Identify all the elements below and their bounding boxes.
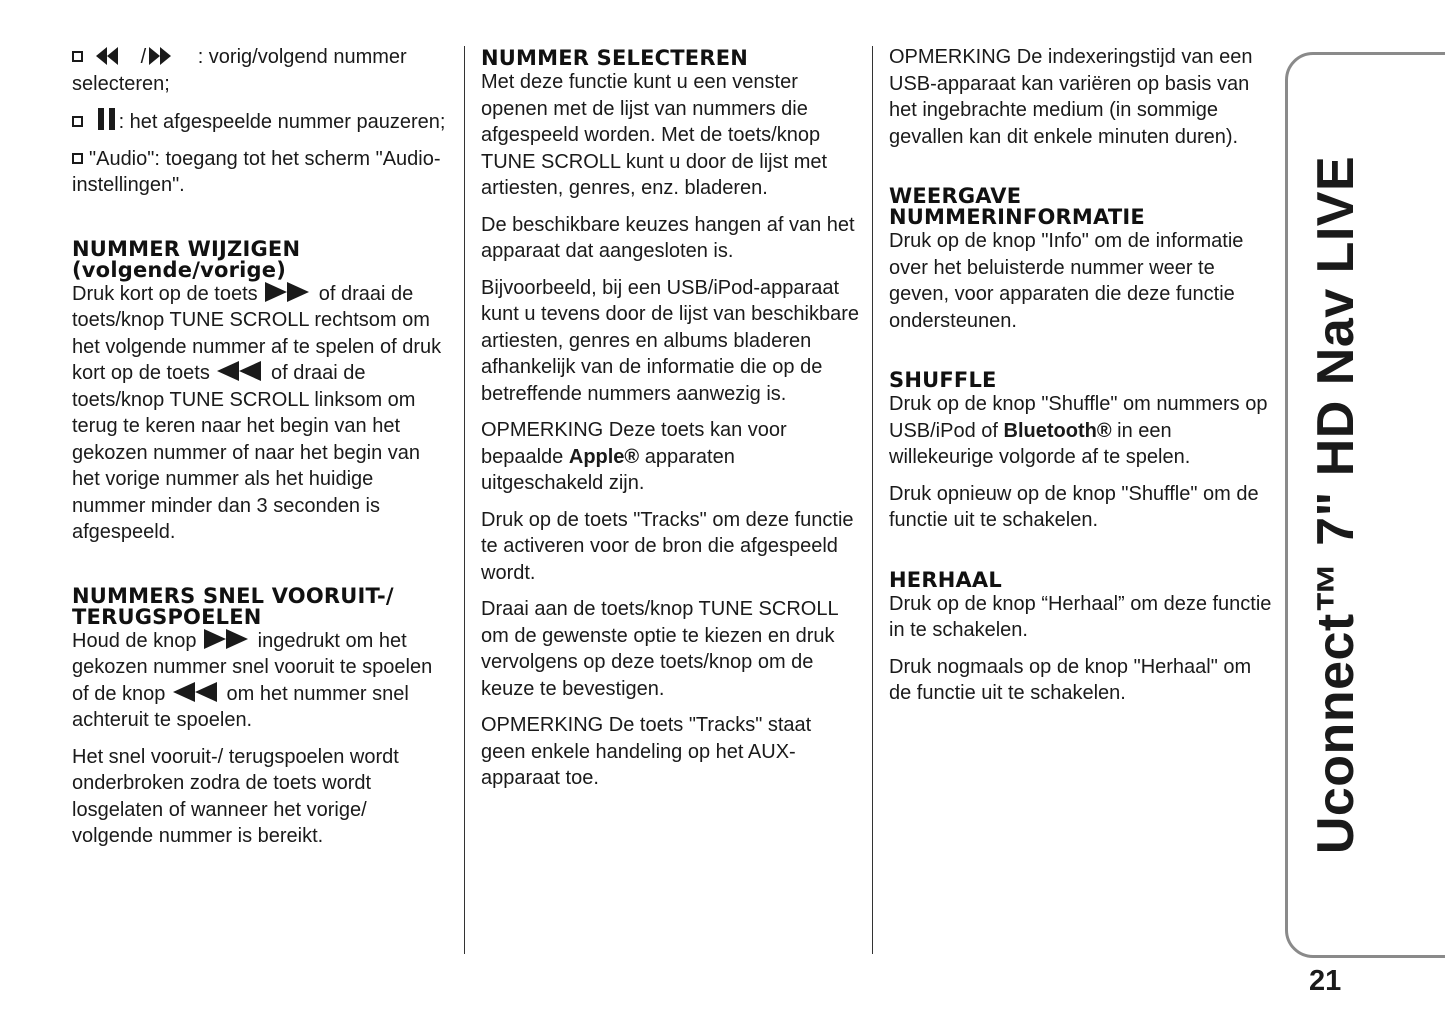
section-heading: NUMMER WIJZIGEN (volgende/vorige) [72,236,301,282]
checkbox-bullet-icon [72,153,83,164]
column-1 [72,44,450,860]
paragraph: OPMERKING De indexeringstijd van een USB-apparaat kan variëren op basis van het ingebrachte medium (in sommige gevallen kan dit enkele minuten duren). [889,46,1253,148]
paragraph: Druk opnieuw op de knop "Shuffle" om de functie uit te schakelen. [889,482,1259,531]
paragraph: Houd de knop ingedrukt om het gekozen nummer snel vooruit te spoelen of de knop om het nummer snel achteruit te spoelen. [72,629,433,731]
paragraph: Bijvoorbeeld, bij een USB/iPod-apparaat kunt u tevens door de lijst van beschikbare artiesten, genres en albums bladeren afhankelijk van de informatie die op de betreffende nummers aanwezig is. [481,276,859,405]
page-number: 21 [1309,965,1342,997]
previous-track-icon [171,681,221,703]
brand-bluetooth: Bluetooth® [1003,419,1112,442]
paragraph: Draai aan de toets/knop TUNE SCROLL om de gewenste optie te kiezen en druk vervolgens op deze toets/knop om de keuze te bevestigen. [481,598,838,700]
previous-track-icon [215,360,265,382]
chapter-title: Uconnect™ 7" HD Nav LIVE [1307,155,1365,855]
separator: / [140,46,147,68]
paragraph: Druk op de knop "Shuffle" om nummers op USB/iPod of Bluetooth® in een willekeurige volgorde af te spelen. [889,393,1268,468]
section-heading: NUMMER SELECTEREN [481,46,749,70]
section-heading: SHUFFLE [889,368,997,392]
section-heading: NUMMERS SNEL VOORUIT-/ TERUGSPOELEN [72,583,394,629]
next-track-icon [202,628,252,650]
bullet-text: : het afgespeelde nummer pauzeren; [118,111,446,133]
paragraph: Druk op de knop "Info" om de informatie over het beluisterde nummer weer te geven, voor apparaten die deze functie ondersteunen. [889,230,1244,332]
paragraph: De beschikbare keuzes hangen af van het apparaat dat aangesloten is. [481,213,855,262]
bullet-text: "Audio": toegang tot het scherm "Audio-instellingen". [72,147,441,196]
bullet-prev-next [72,44,450,97]
column-divider [872,46,873,954]
paragraph: Druk nogmaals op de knop "Herhaal" om de functie uit te schakelen. [889,655,1252,704]
paragraph: Druk kort op de toets of draai de toets/knop TUNE SCROLL rechtsom om het volgende nummer af te spelen of druk kort op de toets of draai de toets/knop TUNE SCROLL linksom om terug te keren naar het begin van het gekozen nummer of naar het begin van het vorige nummer als het huidige nummer minder dan 3 seconden is afgespeeld. [72,282,442,543]
paragraph: Druk op de toets "Tracks" om deze functie te activeren voor de bron die afgespeeld wordt. [481,508,854,584]
bullet-text: : vorig/volgend nummer selecteren; [72,46,407,95]
paragraph: OPMERKING De toets "Tracks" staat geen enkele handeling op het AUX-apparaat toe. [481,714,812,789]
column-2 [481,44,859,802]
pause-icon [95,107,119,131]
paragraph: Met deze functie kunt u een venster openen met de lijst van nummers die afgespeeld worden. Met de toets/knop TUNE SCROLL kunt u door de lijst met artiesten, genres, enz. bladeren. [481,71,828,199]
checkbox-bullet-icon [72,116,83,127]
checkbox-bullet-icon [72,51,83,62]
paragraph: Het snel vooruit-/ terugspoelen wordt onderbroken zodra de toets wordt losgelaten of wanneer het vorige/ volgende nummer is bereikt. [72,745,399,847]
bullet-pause [72,107,450,136]
column-divider [464,46,465,954]
next-track-icon [263,281,313,303]
paragraph: OPMERKING Deze toets kan voor bepaalde Apple® apparaten uitgeschakeld zijn. [481,419,787,494]
paragraph: Druk op de knop “Herhaal” om deze functie in te schakelen. [889,592,1272,641]
section-heading: WEERGAVE NUMMERINFORMATIE [889,184,1145,229]
column-3 [889,44,1274,717]
next-track-icon [146,46,192,66]
previous-track-icon [95,46,141,66]
bullet-audio [72,146,450,199]
brand-apple: Apple® [568,445,640,468]
section-heading: HERHAAL [889,567,1002,592]
